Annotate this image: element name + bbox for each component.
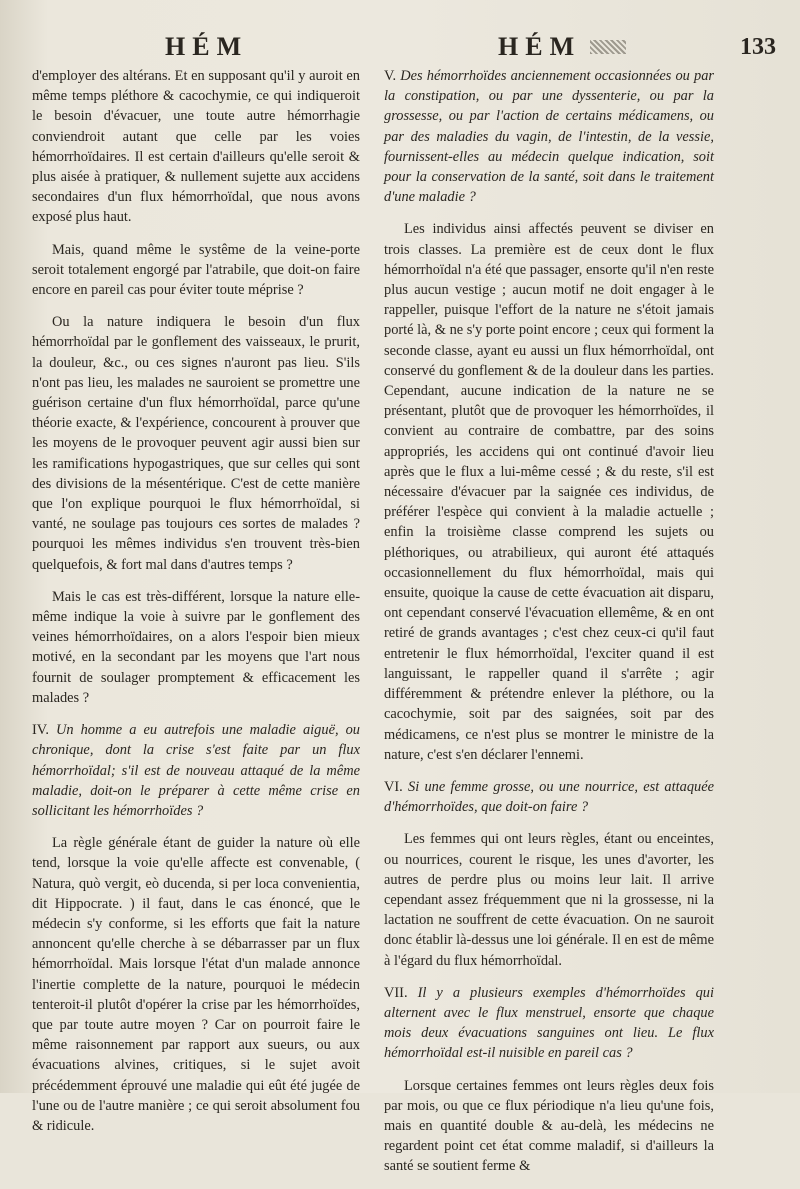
running-header bbox=[0, 28, 800, 64]
paragraph: d'employer des altérans. Et en supposant qu'il y auroit en même temps pléthore & cacochymie, ce qui indiqueroit le besoin d'évacuer, une toute autre hémorrhagie conviendroit autant que celle par les voies hémorrhoïdaires. Il est certain d'ailleurs qu'elle seroit & plus aisée à pratiquer, & nullement sujette aux accidens secondaires d'un flux hémorrhoïdal, que nous avons exposé plus haut. bbox=[32, 68, 360, 226]
right-column bbox=[384, 66, 714, 1189]
header-ornament-icon bbox=[590, 40, 626, 54]
question-number: VI. bbox=[384, 778, 403, 795]
header-right-title: HÉM bbox=[498, 32, 582, 61]
answer-v: Les individus ainsi affectés peuvent se diviser en trois classes. La première est de ceux dont le flux hémorrhoïdal n'a été que passager, ensorte qu'il n'en reste plus aucun vestige ; aucun motif ne doit engager à le rappeller, puisque l'effort de la nature ne s'étoit jamais porté là, & ne s'y porte point encore ; ceux qui forment la seconde classe, ayant eu aussi un flux hémorrhoïdal, ont conservé du gonflement & de la douleur dans les parties. Cependant, aucune indication de la nature ne se présentant, plutôt que de provoquer les hémorrhoïdes, il convient au contraire de combattre, par des soins appropriés, les accidens qui ont continué d'avoir lieu après que le flux a lui-même cessé ; & du reste, s'il est nécessaire d'évacuer par la saignée ces individus, de préférer l'espèce qui convient à la maladie actuelle ; enfin la troisième classe comprend les sujets ou pléthoriques, ou atrabilieux, qui auront été attaqués occasionnellement du flux hémorrhoïdal, mais qui ensuite, quoique la cause de cette évacuation ait disparu, ont cependant conservé l'évacuation ellemême, & en ont retiré de grands avantages ; c'est chez ceux-ci qu'il faut entretenir le flux hémorrhoïdal, l'exciter quand il est languissant, le rappeller quand il s'arrête ; agir différemment & prétendre enlever la pléthore, ou la cacochymie, soit par des saignées, soit par des médicamens, ce n'est plus se montrer le ministre de la nature, c'est s'en déclarer l'ennemi. bbox=[384, 221, 714, 763]
answer-iv: La règle générale étant de guider la nature où elle tend, lorsque la voie qu'elle affecte est convenable, ( Natura, quò vergit, eò ducenda, si per loca convenientia, dit Hippocrate. ) il faut, dans le cas énoncé, que le médecin s'y conforme, si les efforts que fait la nature annoncent qu'elle cherche à se débarrasser par un flux hémorrhoïdal. Mais lorsque l'état d'un malade annonce l'inertie complette de la nature, pourquoi le médecin tenteroit-il plutôt d'opérer la crise par les hémorrhoïdes, que par toute autre moyen ? Car on pourroit faire le même raisonnement par rapport aux sueurs, ou aux évacuations alvines, critiques, si le sujet avoit précédemment éprouvé une maladie qui eût été jugée de l'une ou de l'autre manière ; ce qui seroit absolument fou & ridicule. bbox=[32, 835, 360, 1134]
header-left-title: HÉM bbox=[165, 32, 249, 61]
question-number: VII. bbox=[384, 984, 408, 1001]
question-number: IV. bbox=[32, 722, 49, 739]
question-text: Si une femme grosse, ou une nourrice, est attaquée d'hémorrhoïdes, que doit-on faire ? bbox=[384, 778, 714, 816]
answer-vii: Lorsque certaines femmes ont leurs règles deux fois par mois, ou que ce flux périodique n'a lieu qu'une fois, mais en quantité double & au-delà, les médecins ne regardent point cet état comme maladif, si d'ailleurs la santé se soutient ferme & bbox=[384, 1077, 714, 1175]
paragraph: Mais, quand même le systême de la veine-porte seroit totalement engorgé par l'atrabile, que doit-on faire encore en pareil cas pour éviter toute méprise ? bbox=[32, 241, 360, 299]
page-number: 133 bbox=[740, 34, 776, 60]
paragraph: Mais le cas est très-différent, lorsque la nature elle-même indique la voie à suivre par le gonflement des veines hémorrhoïdaires, on a alors l'espoir bien mieux motivé, en la secondant par les moyens que l'art nous fournit de soulager promptement & efficacement les malades ? bbox=[32, 588, 360, 706]
question-text: Des hémorrhoïdes anciennement occasionnées ou par la constipation, ou par une dyssenterie, ou par la grossesse, ou par l'action de certains médicamens, ou par des maladies du vagin, de l'intestin, de la vessie, fournissent-elles au médecin quelque indication, soit pour la conservation de la santé, soit dans le traitement d'une maladie ? bbox=[384, 68, 714, 206]
paragraph: Ou la nature indiquera le besoin d'un flux hémorrhoïdal par le gonflement des vaisseaux, le prurit, la douleur, &c., ou ces signes n'auront pas lieu. S'ils n'ont pas lieu, les malades ne sauroient se promettre une guérison certaine d'un flux hémorrhoïdal, parce qu'une théorie exacte, & l'expérience, concourent à prouver que les moyens de le provoquer peuvent agir aussi bien sur les ramifications hypogastriques, que sur celles qui sont des divisions de la mésentérique. C'est de cette manière que l'on explique pourquoi le flux hémorrhoïdal, si vanté, ne soulage pas toujours ces sortes de malades ? pourquoi les mêmes individus s'en trouvent très-bien quelquefois, & fort mal dans d'autres temps ? bbox=[32, 314, 360, 573]
answer-vi: Les femmes qui ont leurs règles, étant ou enceintes, ou nourrices, courent le risque, les unes d'avorter, les autres de perdre plus ou moins leur lait. Il arrive cependant assez fréquemment que ni la grossesse, ni la lactation ne souffrent de cette évacuation. On ne sauroit donc établir là-dessus une loi générale. Il en est de même à l'égard du flux hémorrhoïdal. bbox=[384, 831, 714, 969]
question-iv bbox=[32, 720, 360, 821]
left-column bbox=[32, 66, 360, 1148]
question-vi bbox=[384, 777, 714, 817]
question-number: V. bbox=[384, 68, 397, 84]
question-text: Un homme a eu autrefois une maladie aiguë, ou chronique, dont la crise s'est faite par un flux hémorrhoïdal; s'il est de nouveau attaqué de la même maladie, doit-on le préparer à cette même crise en sollicitant les hémorrhoïdes ? bbox=[32, 722, 360, 819]
question-text: Il y a plusieurs exemples d'hémorrhoïdes qui alternent avec le flux menstruel, ensorte que chaque mois deux évacuations sanguines ont lieu. Le flux hémorrhoïdal est-il nuisible en pareil cas ? bbox=[384, 984, 714, 1062]
question-v bbox=[384, 66, 714, 207]
question-vii bbox=[384, 983, 714, 1064]
